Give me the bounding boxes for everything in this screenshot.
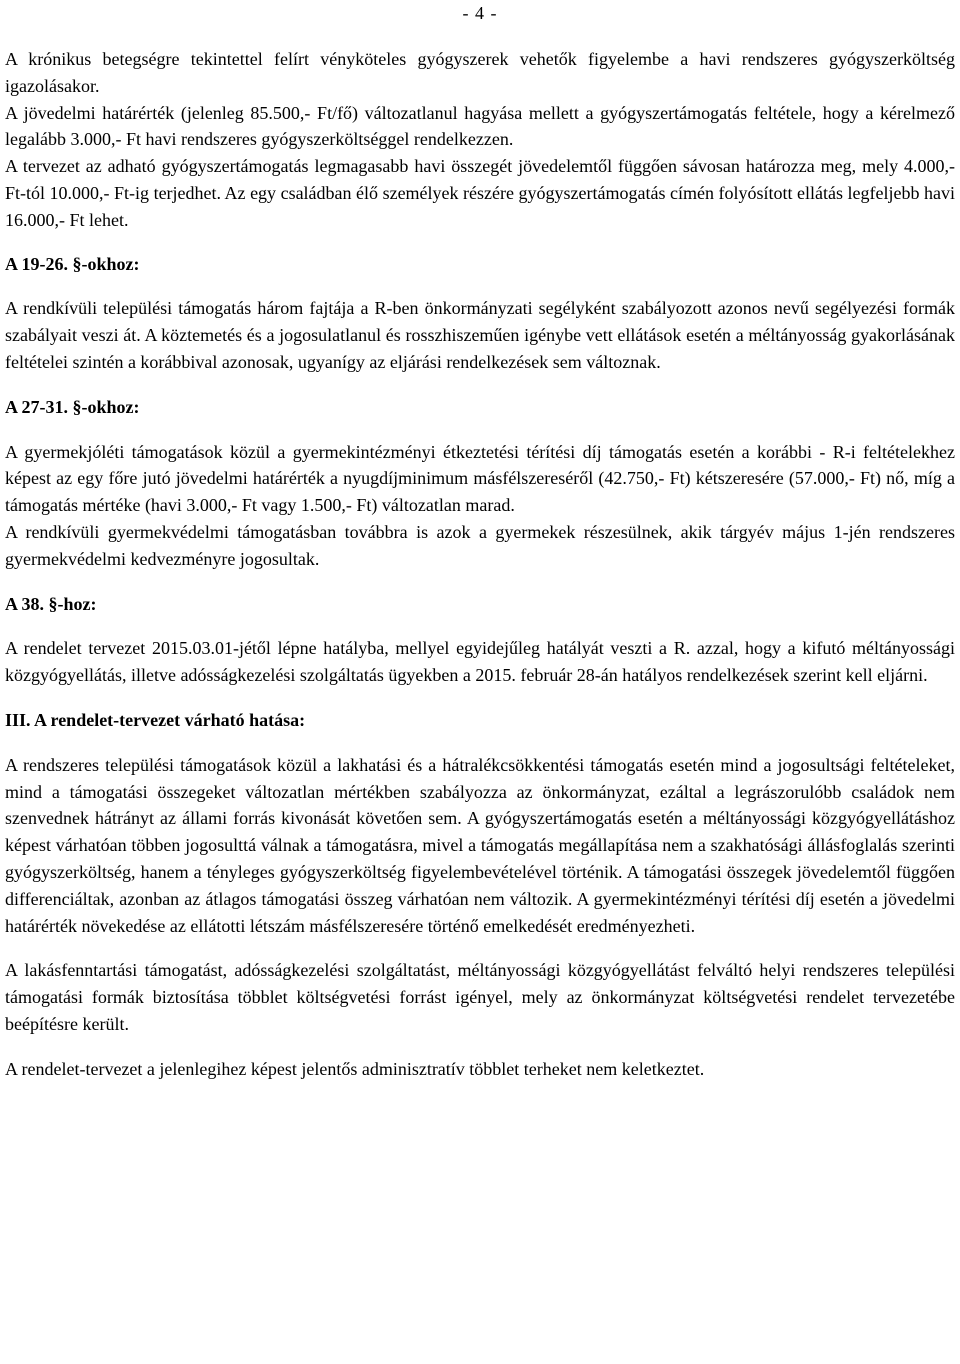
document-body xyxy=(5,46,955,1083)
spacer xyxy=(5,689,955,707)
spacer xyxy=(5,617,955,635)
paragraph-entry-into-force: A rendelet tervezet 2015.03.01-jétől lépne hatályba, mellyel egyidejűleg hatályát veszti a R. azzal, hogy a kifutó méltányossági közgyógyellátás, illetve adósságkezelési szolgáltatás ügyekben a 2015. február 28-án hatályos rendelkezések szerint kell eljárni. xyxy=(5,638,955,686)
spacer xyxy=(5,734,955,752)
section-heading-19-26: A 19-26. §-okhoz: xyxy=(5,253,140,274)
paragraph-extraordinary-support: A rendkívüli települési támogatás három fajtája a R-ben önkormányzati segélyként szabályozott azonos nevű segélyezési formák szabályait veszi át. A köztemetés és a jogosulatlanul és rosszhiszeműen igénybe vett ellátások esetén a méltányosság gyakorlásának feltételei szintén a korábbival azonosak, ugyanígy az eljárási rendelkezések sem változnak. xyxy=(5,298,955,372)
section-heading-38: A 38. §-hoz: xyxy=(5,593,97,614)
spacer xyxy=(5,277,955,295)
spacer xyxy=(5,939,955,957)
paragraph-chronic-illness: A krónikus betegségre tekintettel felírt vényköteles gyógyszerek vehetők figyelembe a havi rendszeres gyógyszerköltség igazolásakor. xyxy=(5,49,955,96)
page-number: - 4 - xyxy=(462,3,498,23)
section-heading-iii: III. A rendelet-tervezet várható hatása: xyxy=(5,709,306,730)
paragraph-drug-support-bands: A tervezet az adható gyógyszertámogatás legmagasabb havi összegét jövedelemtől függően sávosan határozza meg, mely 4.000,- Ft-tól 10.000,- Ft-ig terjedhet. Az egy családban élő személyek részére gyógyszertámogatás címén folyósított ellátás legfeljebb havi 16.000,- Ft lehet. xyxy=(5,156,955,230)
paragraph-income-threshold: A jövedelmi határérték (jelenleg 85.500,- Ft/fő) változatlanul hagyása mellett a gyógyszertámogatás feltétele, hogy a kérelmező legalább 3.000,- Ft havi rendszeres gyógyszerköltséggel rendelkezzen. xyxy=(5,102,955,150)
spacer xyxy=(5,421,955,439)
section-heading-27-31: A 27-31. §-okhoz: xyxy=(5,396,140,417)
paragraph-child-welfare: A gyermekjóléti támogatások közül a gyermekintézményi étkeztetési térítési díj támogatás esetén a korábbi - R-i feltételekhez képest az egy főre jutó jövedelmi határérték a nyugdíjminimum másfélszereséről (42.750,- Ft) kétszeresére (57.000,- Ft) nő, míg a támogatás mértéke (havi 3.000,- Ft vagy 1.500,- Ft) változatlan marad. xyxy=(5,441,955,516)
spacer xyxy=(5,376,955,394)
spacer xyxy=(5,1038,955,1056)
paragraph-extraordinary-child-protection: A rendkívüli gyermekvédelmi támogatásban továbbra is azok a gyermekek részesülnek, akik tárgyév május 1-jén rendszeres gyermekvédelmi kedvezményre jogosultak. xyxy=(5,521,955,569)
spacer xyxy=(5,573,955,591)
paragraph-additional-funding: A lakásfenntartási támogatást, adósságkezelési szolgáltatást, méltányossági közgyógyellátást felváltó helyi rendszeres települési támogatási formák biztosítása többlet költségvetési forrást igényel, mely az önkormányzat költségvetési rendelet tervezetébe beépítésre került. xyxy=(5,960,955,1034)
paragraph-expected-impact: A rendszeres települési támogatások közül a lakhatási és a hátralékcsökkentési támogatás esetén mind a jogosultsági feltételeket, mind a támogatási összegeket változatlan mértékben szabályozza az önkormányzat, ezáltal a legrászorulóbb családok nem szenvednek hátrányt az állami forrás kivonását követően sem. A gyógyszertámogatás esetén a méltányossági közgyógyellátáshoz képest várhatóan többen jogosulttá válnak a támogatásra, mivel a támogatás megállapítása nem a szakhatósági állásfoglalás szerinti gyógyszerköltség, hanem a tényleges gyógyszerköltség figyelembevételével történik. A támogatási összegek jövedelemtől függően differenciáltak, azonban az átlagos támogatási összeg várhatóan nem változik. A gyermekintézményi térítési díj esetén a jövedelmi határérték növekedése az ellátotti létszám másfélszeresére történő emelkedését eredményezheti. xyxy=(5,754,955,936)
spacer xyxy=(5,234,955,251)
paragraph-administrative-burden: A rendelet-tervezet a jelenlegihez képest jelentős adminisztratív többlet terheket nem keletkeztet. xyxy=(5,1058,705,1079)
